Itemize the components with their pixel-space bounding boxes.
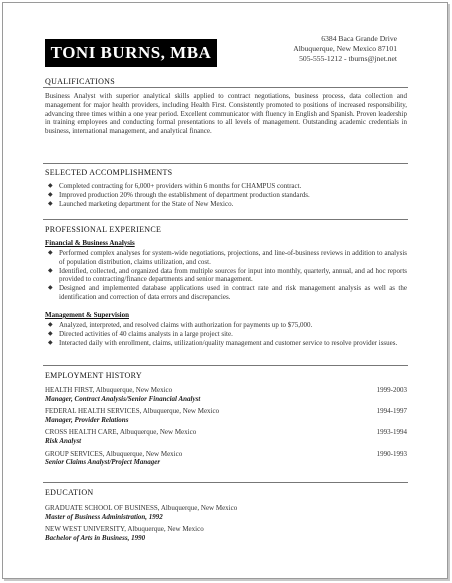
accomplishments-list bbox=[45, 182, 407, 208]
email-separator: - bbox=[342, 54, 349, 63]
section-divider bbox=[43, 219, 408, 220]
list-item: ◆ Improved production 20% through the establishment of department production standards. bbox=[48, 190, 310, 199]
list-item bbox=[45, 407, 407, 424]
experience-subheading-financial: Financial & Business Analysis bbox=[45, 239, 135, 247]
list-item bbox=[45, 504, 407, 521]
education-heading: EDUCATION bbox=[45, 488, 94, 497]
job-title: Risk Analyst bbox=[45, 436, 82, 445]
employment-list bbox=[45, 386, 407, 467]
list-item bbox=[45, 428, 407, 445]
years: 1990-1993 bbox=[376, 449, 407, 458]
list-item: ◆ Analyzed, interpreted, and resolved claims with authorization for payments up to $75,000. bbox=[48, 321, 313, 329]
list-item bbox=[45, 525, 407, 542]
section-divider bbox=[43, 482, 408, 483]
accomplishments-heading: SELECTED ACCOMPLISHMENTS bbox=[45, 168, 173, 177]
bullet-icon: ◆ bbox=[48, 267, 53, 274]
years: 1994-1997 bbox=[376, 407, 407, 416]
experience-subheading-management: Management & Supervision bbox=[45, 311, 129, 319]
bullet-icon: ◆ bbox=[48, 322, 53, 328]
list-item: ◆ Performed complex analyses for system-wide negotiations, projections, and line-of-business reviews in addition to analysis of population distribution, claims utilization, and cost. bbox=[48, 249, 407, 266]
employer: GROUP SERVICES, Albuquerque, New Mexico bbox=[45, 449, 183, 458]
list-item: ◆ Interacted daily with enrollment, claims, utilization/quality management and customer service to resolve provider issues. bbox=[48, 338, 398, 347]
section-divider bbox=[43, 163, 408, 164]
email: tburns@jnet.net bbox=[348, 54, 397, 63]
contact-block bbox=[293, 34, 397, 64]
education-list bbox=[45, 504, 407, 542]
list-item: ◆ Directed activities of 40 claims analysts in a large project site. bbox=[48, 329, 233, 338]
section-divider bbox=[43, 365, 408, 366]
job-title: Manager, Contract Analysis/Senior Financial Analyst bbox=[45, 394, 201, 403]
phone: 505-555-1212 bbox=[299, 54, 343, 63]
bullet-icon: ◆ bbox=[48, 191, 53, 198]
school: GRADUATE SCHOOL OF BUSINESS, Albuquerque, New Mexico bbox=[45, 504, 238, 512]
degree: Bachelor of Arts in Business, 1990 bbox=[45, 533, 146, 542]
bullet-icon: ◆ bbox=[48, 330, 53, 337]
years: 1993-1994 bbox=[376, 428, 407, 437]
section-divider bbox=[43, 87, 408, 88]
resume-page bbox=[2, 2, 448, 579]
address-line-1: 6384 Baca Grande Drive bbox=[321, 34, 397, 43]
bullet-icon: ◆ bbox=[48, 339, 53, 346]
address-line-2: Albuquerque, New Mexico 87101 bbox=[293, 44, 397, 53]
years: 1999-2003 bbox=[376, 386, 407, 394]
management-list bbox=[45, 321, 407, 347]
employment-heading: EMPLOYMENT HISTORY bbox=[45, 371, 142, 380]
school: NEW WEST UNIVERSITY, Albuquerque, New Mexico bbox=[45, 525, 204, 534]
phone-email-line bbox=[293, 54, 397, 64]
employer: HEALTH FIRST, Albuquerque, New Mexico bbox=[45, 386, 173, 394]
experience-heading: PROFESSIONAL EXPERIENCE bbox=[45, 225, 162, 234]
list-item: ◆ Completed contracting for 6,000+ providers within 6 months for CHAMPUS contract. bbox=[48, 182, 302, 190]
candidate-name: TONI BURNS, MBA bbox=[45, 39, 217, 67]
financial-list bbox=[45, 249, 407, 302]
qualifications-heading: QUALIFICATIONS bbox=[45, 77, 115, 86]
job-title: Manager, Provider Relations bbox=[45, 415, 129, 424]
list-item: ◆ Launched marketing department for the State of New Mexico. bbox=[48, 199, 234, 208]
degree: Master of Business Administration, 1992 bbox=[45, 512, 163, 521]
bullet-icon: ◆ bbox=[48, 183, 53, 189]
qualifications-text: Business Analyst with superior analytical skills applied to contract negotiations, business process, data collection and management for major health providers, including Health First. Consistently promoted to positions of increased responsibility, advancing three times within a one year period. Excellent communicator with fluency in English and Spanish. Proven leadership in training employees and conducting formal presentations to all levels of management. Outstanding academic credentials in business, international management, and analytical finance. bbox=[45, 92, 407, 136]
list-item bbox=[45, 450, 407, 467]
bullet-icon: ◆ bbox=[48, 200, 53, 207]
list-item: ◆ Identified, collected, and organized data from multiple sources for input into monthly, quarterly, annual, and ad hoc reports provided to contracting/finance departments and senior management. bbox=[48, 266, 407, 284]
list-item: ◆ Designed and implemented database applications used in contract rate and risk management analysis as well as the identification and correction of data errors and discrepancies. bbox=[48, 284, 407, 301]
list-item bbox=[45, 386, 407, 403]
bullet-icon: ◆ bbox=[48, 285, 53, 292]
employer: CROSS HEALTH CARE, Albuquerque, New Mexico bbox=[45, 428, 197, 437]
bullet-icon: ◆ bbox=[48, 250, 53, 256]
job-title: Senior Claims Analyst/Project Manager bbox=[45, 458, 161, 467]
employer: FEDERAL HEALTH SERVICES, Albuquerque, New Mexico bbox=[45, 407, 220, 416]
